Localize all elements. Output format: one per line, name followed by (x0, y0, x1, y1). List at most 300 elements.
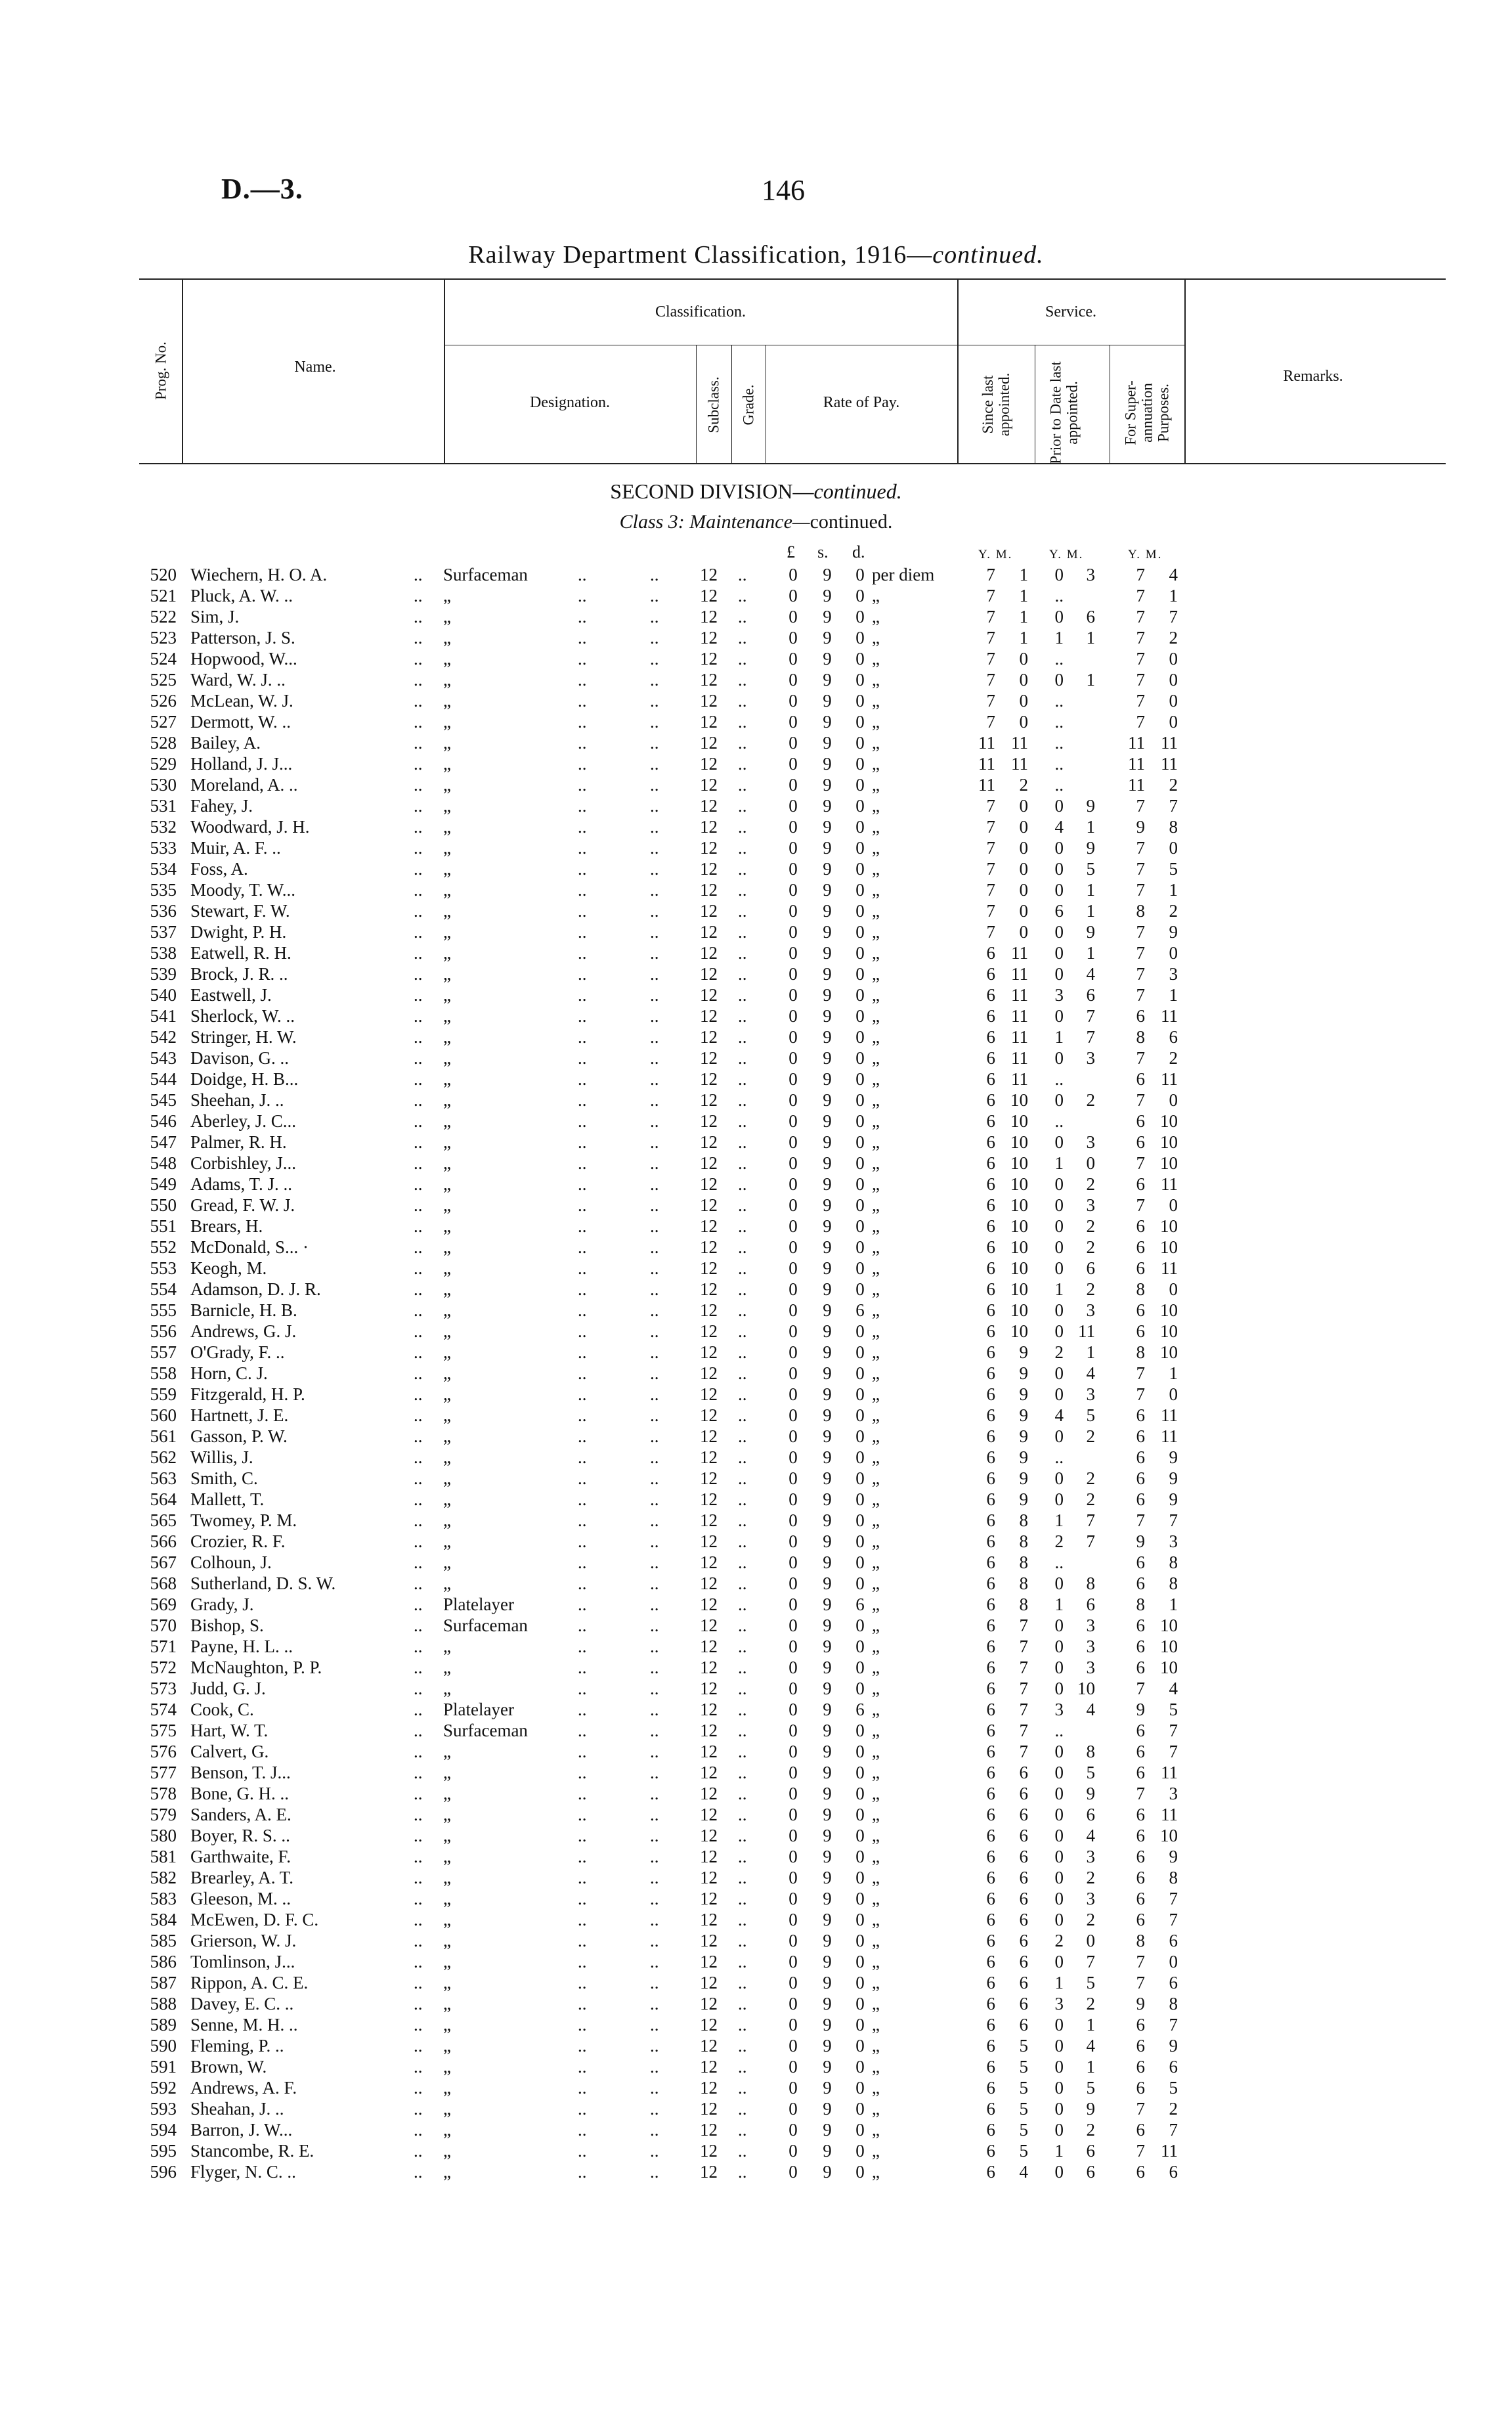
grade: 12 (700, 1111, 718, 1131)
prior-months: 6 (1086, 607, 1095, 627)
since-months: 0 (1019, 670, 1028, 690)
pay-pounds: 0 (788, 1237, 798, 1257)
super-months: 10 (1160, 1342, 1178, 1362)
grade: 12 (700, 1468, 718, 1488)
grade: 12 (700, 1952, 718, 1971)
pay-shillings: 9 (823, 1027, 832, 1047)
designation: „ (443, 1658, 451, 1677)
designation: „ (443, 1931, 451, 1950)
table-row (0, 606, 1512, 627)
employee-name: Sanders, A. E. (190, 1805, 292, 1824)
super-months: 11 (1161, 754, 1178, 774)
pay-shillings: 9 (823, 1069, 832, 1089)
unit-pence: d. (852, 542, 865, 561)
leader-dots: .. (738, 670, 747, 690)
super-years: 8 (1136, 1931, 1145, 1950)
since-months: 6 (1019, 1868, 1028, 1887)
leader-dots: .. (578, 775, 587, 795)
prior-years: 0 (1054, 1952, 1064, 1971)
grade: 12 (700, 2036, 718, 2056)
header-divider (1184, 278, 1186, 464)
pay-shillings: 9 (823, 901, 832, 921)
since-months: 5 (1019, 2036, 1028, 2056)
pay-pence: 0 (855, 1384, 865, 1404)
since-years: 6 (986, 943, 995, 963)
leader-dots: .. (578, 1826, 587, 1845)
prior-months: 7 (1086, 1952, 1095, 1971)
leader-dots: .. (650, 901, 659, 921)
grade: 12 (700, 1027, 718, 1047)
leader-dots: .. (738, 712, 747, 732)
super-years: 9 (1136, 1531, 1145, 1551)
header-bottom-rule (139, 463, 1446, 464)
leader-dots: .. (738, 1384, 747, 1404)
leader-dots: .. (578, 2141, 587, 2161)
prior-months: 9 (1086, 2099, 1095, 2119)
prog-no: 568 (150, 1573, 177, 1593)
pay-shillings: 9 (823, 796, 832, 816)
pay-pounds: 0 (788, 2078, 798, 2098)
grade: 12 (700, 1931, 718, 1950)
designation: „ (443, 1994, 451, 2013)
leader-dots: .. (650, 1027, 659, 1047)
designation: „ (443, 691, 451, 711)
super-years: 7 (1136, 1973, 1145, 1992)
pay-pence: 0 (855, 775, 865, 795)
prog-no: 551 (150, 1216, 177, 1236)
leader-dots: .. (578, 1174, 587, 1194)
super-years: 11 (1128, 754, 1145, 774)
grade: 12 (700, 1195, 718, 1215)
leader-dots: .. (578, 901, 587, 921)
designation: „ (443, 1384, 451, 1404)
designation: Surfaceman (443, 1721, 528, 1740)
pay-period: „ (872, 1111, 880, 1131)
leader-dots: .. (414, 901, 423, 921)
pay-pounds: 0 (788, 1616, 798, 1635)
table-row (0, 1047, 1512, 1068)
pay-pence: 6 (855, 1595, 865, 1614)
pay-shillings: 9 (823, 1405, 832, 1425)
leader-dots: .. (650, 712, 659, 732)
since-months: 1 (1019, 628, 1028, 648)
pay-pounds: 0 (788, 1216, 798, 1236)
prior-months: 6 (1086, 2141, 1095, 2161)
table-row (0, 1111, 1512, 1132)
pay-pence: 0 (855, 712, 865, 732)
leader-dots: .. (650, 1216, 659, 1236)
table-row (0, 984, 1512, 1005)
pay-period: „ (872, 754, 880, 774)
grade: 12 (700, 1637, 718, 1656)
designation: „ (443, 1784, 451, 1803)
pay-pence: 0 (855, 922, 865, 942)
since-months: 10 (1010, 1279, 1028, 1299)
leader-dots: .. (414, 817, 423, 837)
designation: „ (443, 1342, 451, 1362)
since-months: 9 (1019, 1447, 1028, 1467)
table-row (0, 1762, 1512, 1783)
super-years: 6 (1136, 1637, 1145, 1656)
pay-shillings: 9 (823, 1805, 832, 1824)
pay-period: „ (872, 1763, 880, 1782)
pay-pounds: 0 (788, 712, 798, 732)
pay-pence: 0 (855, 1027, 865, 1047)
leader-dots: .. (738, 1552, 747, 1572)
designation: „ (443, 1973, 451, 1992)
leader-dots: .. (738, 1195, 747, 1215)
leader-dots: .. (738, 2057, 747, 2077)
prog-no: 553 (150, 1258, 177, 1278)
pay-pounds: 0 (788, 1784, 798, 1803)
grade: 12 (700, 1994, 718, 2013)
since-years: 6 (986, 1006, 995, 1026)
leader-dots: .. (414, 1931, 423, 1950)
table-row (0, 1237, 1512, 1258)
super-months: 0 (1169, 670, 1178, 690)
pay-shillings: 9 (823, 2078, 832, 2098)
super-months: 7 (1169, 2015, 1178, 2035)
leader-dots: .. (414, 1342, 423, 1362)
header-divider (731, 345, 732, 464)
pay-shillings: 9 (823, 1006, 832, 1026)
leader-dots: .. (578, 1363, 587, 1383)
prior-years: .. (1054, 1069, 1064, 1089)
leader-dots: .. (738, 1700, 747, 1719)
pay-pence: 0 (855, 1447, 865, 1467)
pay-shillings: 9 (823, 2141, 832, 2161)
grade: 12 (700, 1826, 718, 1845)
employee-name: Grady, J. (190, 1595, 254, 1614)
since-years: 7 (986, 691, 995, 711)
leader-dots: .. (650, 586, 659, 605)
grade: 12 (700, 1426, 718, 1446)
employee-name: Sheahan, J. .. (190, 2099, 284, 2119)
leader-dots: .. (738, 2162, 747, 2182)
grade: 12 (700, 985, 718, 1005)
designation: „ (443, 1237, 451, 1257)
grade: 12 (700, 1910, 718, 1929)
grade: 12 (700, 712, 718, 732)
leader-dots: .. (578, 1910, 587, 1929)
prior-months: 5 (1086, 1973, 1095, 1992)
super-years: 6 (1136, 1742, 1145, 1761)
table-row (0, 1657, 1512, 1678)
prior-months: 2 (1086, 1910, 1095, 1929)
prior-years: 0 (1054, 1616, 1064, 1635)
prior-years: 0 (1054, 2162, 1064, 2182)
pay-pence: 0 (855, 1868, 865, 1887)
leader-dots: .. (414, 1573, 423, 1593)
grade: 12 (700, 1069, 718, 1089)
leader-dots: .. (650, 1321, 659, 1341)
leader-dots: .. (414, 1006, 423, 1026)
leader-dots: .. (578, 712, 587, 732)
since-months: 1 (1019, 565, 1028, 584)
pay-pence: 0 (855, 838, 865, 858)
super-years: 7 (1136, 649, 1145, 669)
since-months: 7 (1019, 1637, 1028, 1656)
prog-no: 562 (150, 1447, 177, 1467)
since-years: 6 (986, 1447, 995, 1467)
pay-pounds: 0 (788, 1952, 798, 1971)
pay-period: „ (872, 607, 880, 627)
leader-dots: .. (414, 565, 423, 584)
table-row (0, 753, 1512, 774)
grade: 12 (700, 670, 718, 690)
leader-dots: .. (650, 1679, 659, 1698)
prior-years: .. (1054, 1552, 1064, 1572)
prog-no: 591 (150, 2057, 177, 2077)
since-months: 10 (1010, 1153, 1028, 1173)
section-heading (0, 479, 1512, 504)
leader-dots: .. (414, 1321, 423, 1341)
prior-months: 0 (1086, 1931, 1095, 1950)
prog-no: 594 (150, 2120, 177, 2140)
leader-dots: .. (650, 1742, 659, 1761)
leader-dots: .. (738, 1889, 747, 1908)
table-row (0, 2077, 1512, 2098)
designation: „ (443, 2015, 451, 2035)
pay-shillings: 9 (823, 754, 832, 774)
pay-period: „ (872, 586, 880, 605)
leader-dots: .. (578, 733, 587, 753)
employee-name: Fleming, P. .. (190, 2036, 284, 2056)
prior-years: 0 (1054, 1090, 1064, 1110)
super-months: 6 (1169, 1931, 1178, 1950)
document-reference: D.—3. (221, 173, 303, 205)
super-years: 7 (1136, 1048, 1145, 1068)
leader-dots: .. (738, 1363, 747, 1383)
leader-dots: .. (738, 1847, 747, 1866)
leader-dots: .. (650, 1468, 659, 1488)
leader-dots: .. (578, 1468, 587, 1488)
since-months: 5 (1019, 2099, 1028, 2119)
pay-pounds: 0 (788, 838, 798, 858)
table-row (0, 2056, 1512, 2077)
leader-dots: .. (414, 1405, 423, 1425)
grade: 12 (700, 1258, 718, 1278)
prior-months: 6 (1086, 1595, 1095, 1614)
leader-dots: .. (578, 880, 587, 900)
since-months: 5 (1019, 2141, 1028, 2161)
pay-period: „ (872, 1174, 880, 1194)
since-months: 4 (1019, 2162, 1028, 2182)
since-months: 10 (1010, 1111, 1028, 1131)
leader-dots: .. (738, 1342, 747, 1362)
leader-dots: .. (414, 1258, 423, 1278)
super-months: 5 (1169, 859, 1178, 879)
prior-months: 6 (1086, 1805, 1095, 1824)
pay-pence: 0 (855, 1510, 865, 1530)
super-months: 8 (1169, 817, 1178, 837)
prior-months: 9 (1086, 922, 1095, 942)
leader-dots: .. (578, 1489, 587, 1509)
pay-shillings: 9 (823, 1195, 832, 1215)
prior-years: 0 (1054, 1237, 1064, 1257)
leader-dots: .. (650, 1573, 659, 1593)
pay-pounds: 0 (788, 1195, 798, 1215)
leader-dots: .. (650, 1973, 659, 1992)
pay-shillings: 9 (823, 1447, 832, 1467)
leader-dots: .. (414, 1637, 423, 1656)
super-years: 6 (1136, 1763, 1145, 1782)
header-grade: Grade. (740, 384, 757, 426)
pay-period: „ (872, 2036, 880, 2056)
header-prior-to-date: Prior to Date last appointed. (1047, 361, 1081, 464)
prog-no: 576 (150, 1742, 177, 1761)
pay-pounds: 0 (788, 1700, 798, 1719)
leader-dots: .. (414, 733, 423, 753)
grade: 12 (700, 1489, 718, 1509)
employee-name: Brock, J. R. .. (190, 964, 288, 984)
employee-name: Gasson, P. W. (190, 1426, 288, 1446)
since-months: 6 (1019, 1952, 1028, 1971)
employee-name: Ward, W. J. .. (190, 670, 286, 690)
super-years: 11 (1128, 775, 1145, 795)
prior-years: 0 (1054, 880, 1064, 900)
pay-shillings: 9 (823, 880, 832, 900)
prior-months: 7 (1086, 1531, 1095, 1551)
prog-no: 530 (150, 775, 177, 795)
leader-dots: .. (578, 1868, 587, 1887)
leader-dots: .. (738, 628, 747, 648)
grade: 12 (700, 586, 718, 605)
pay-period: „ (872, 1489, 880, 1509)
super-months: 10 (1160, 1616, 1178, 1635)
designation: „ (443, 901, 451, 921)
pay-shillings: 9 (823, 1384, 832, 1404)
unit-since: Y. M. (978, 548, 1013, 561)
grade: 12 (700, 1531, 718, 1551)
super-months: 9 (1169, 1847, 1178, 1866)
leader-dots: .. (578, 1006, 587, 1026)
grade: 12 (700, 1321, 718, 1341)
super-months: 0 (1169, 1952, 1178, 1971)
table-row (0, 1300, 1512, 1321)
leader-dots: .. (650, 1342, 659, 1362)
super-months: 11 (1161, 1405, 1178, 1425)
grade: 12 (700, 1216, 718, 1236)
pay-pounds: 0 (788, 754, 798, 774)
prog-no: 561 (150, 1426, 177, 1446)
pay-shillings: 9 (823, 607, 832, 627)
prog-no: 584 (150, 1910, 177, 1929)
prior-months: 1 (1086, 1342, 1095, 1362)
designation: „ (443, 817, 451, 837)
pay-pence: 0 (855, 1258, 865, 1278)
table-row (0, 1089, 1512, 1111)
since-months: 6 (1019, 1910, 1028, 1929)
pay-shillings: 9 (823, 859, 832, 879)
designation: „ (443, 607, 451, 627)
table-row (0, 1510, 1512, 1531)
leader-dots: .. (650, 1763, 659, 1782)
grade: 12 (700, 1973, 718, 1992)
pay-pence: 0 (855, 1531, 865, 1551)
super-years: 6 (1136, 1069, 1145, 1089)
prior-years: .. (1054, 586, 1064, 605)
pay-pounds: 0 (788, 1027, 798, 1047)
pay-period: „ (872, 943, 880, 963)
since-months: 6 (1019, 1847, 1028, 1866)
leader-dots: .. (738, 1637, 747, 1656)
designation: „ (443, 1679, 451, 1698)
leader-dots: .. (650, 985, 659, 1005)
pay-period: „ (872, 1447, 880, 1467)
table-row (0, 837, 1512, 858)
since-years: 6 (986, 1300, 995, 1320)
prior-years: 0 (1054, 796, 1064, 816)
since-months: 6 (1019, 1826, 1028, 1845)
leader-dots: .. (650, 1090, 659, 1110)
pay-shillings: 9 (823, 922, 832, 942)
employee-name: Horn, C. J. (190, 1363, 268, 1383)
leader-dots: .. (414, 712, 423, 732)
since-months: 10 (1010, 1300, 1028, 1320)
pay-period: „ (872, 1868, 880, 1887)
prior-years: 0 (1054, 1742, 1064, 1761)
since-years: 7 (986, 712, 995, 732)
designation: Platelayer (443, 1700, 514, 1719)
leader-dots: .. (578, 1889, 587, 1908)
employee-name: Colhoun, J. (190, 1552, 272, 1572)
super-months: 2 (1169, 1048, 1178, 1068)
leader-dots: .. (578, 1090, 587, 1110)
since-years: 7 (986, 586, 995, 605)
table-row (0, 1972, 1512, 1993)
since-years: 7 (986, 838, 995, 858)
leader-dots: .. (738, 1300, 747, 1320)
prior-years: 2 (1054, 1342, 1064, 1362)
table-row (0, 1174, 1512, 1195)
pay-period: „ (872, 1132, 880, 1152)
leader-dots: .. (414, 964, 423, 984)
leader-dots: .. (738, 1174, 747, 1194)
designation: „ (443, 796, 451, 816)
pay-pounds: 0 (788, 2099, 798, 2119)
since-months: 5 (1019, 2120, 1028, 2140)
leader-dots: .. (578, 1931, 587, 1950)
employee-name: Twomey, P. M. (190, 1510, 297, 1530)
pay-pence: 0 (855, 943, 865, 963)
prog-no: 589 (150, 2015, 177, 2035)
designation: „ (443, 880, 451, 900)
super-months: 10 (1160, 1826, 1178, 1845)
grade: 12 (700, 628, 718, 648)
pay-pounds: 0 (788, 1468, 798, 1488)
pay-pence: 0 (855, 1763, 865, 1782)
pay-pounds: 0 (788, 775, 798, 795)
since-years: 7 (986, 859, 995, 879)
super-months: 1 (1169, 880, 1178, 900)
leader-dots: .. (414, 2036, 423, 2056)
leader-dots: .. (578, 1153, 587, 1173)
super-years: 7 (1136, 943, 1145, 963)
leader-dots: .. (738, 2099, 747, 2119)
super-months: 10 (1160, 1132, 1178, 1152)
grade: 12 (700, 1700, 718, 1719)
pay-shillings: 9 (823, 985, 832, 1005)
employee-name: Benson, T. J... (190, 1763, 291, 1782)
leader-dots: .. (738, 964, 747, 984)
leader-dots: .. (578, 1573, 587, 1593)
grade: 12 (700, 1006, 718, 1026)
pay-period: „ (872, 1426, 880, 1446)
employee-name: Stancombe, R. E. (190, 2141, 314, 2161)
leader-dots: .. (414, 1889, 423, 1908)
prior-years: .. (1054, 1447, 1064, 1467)
